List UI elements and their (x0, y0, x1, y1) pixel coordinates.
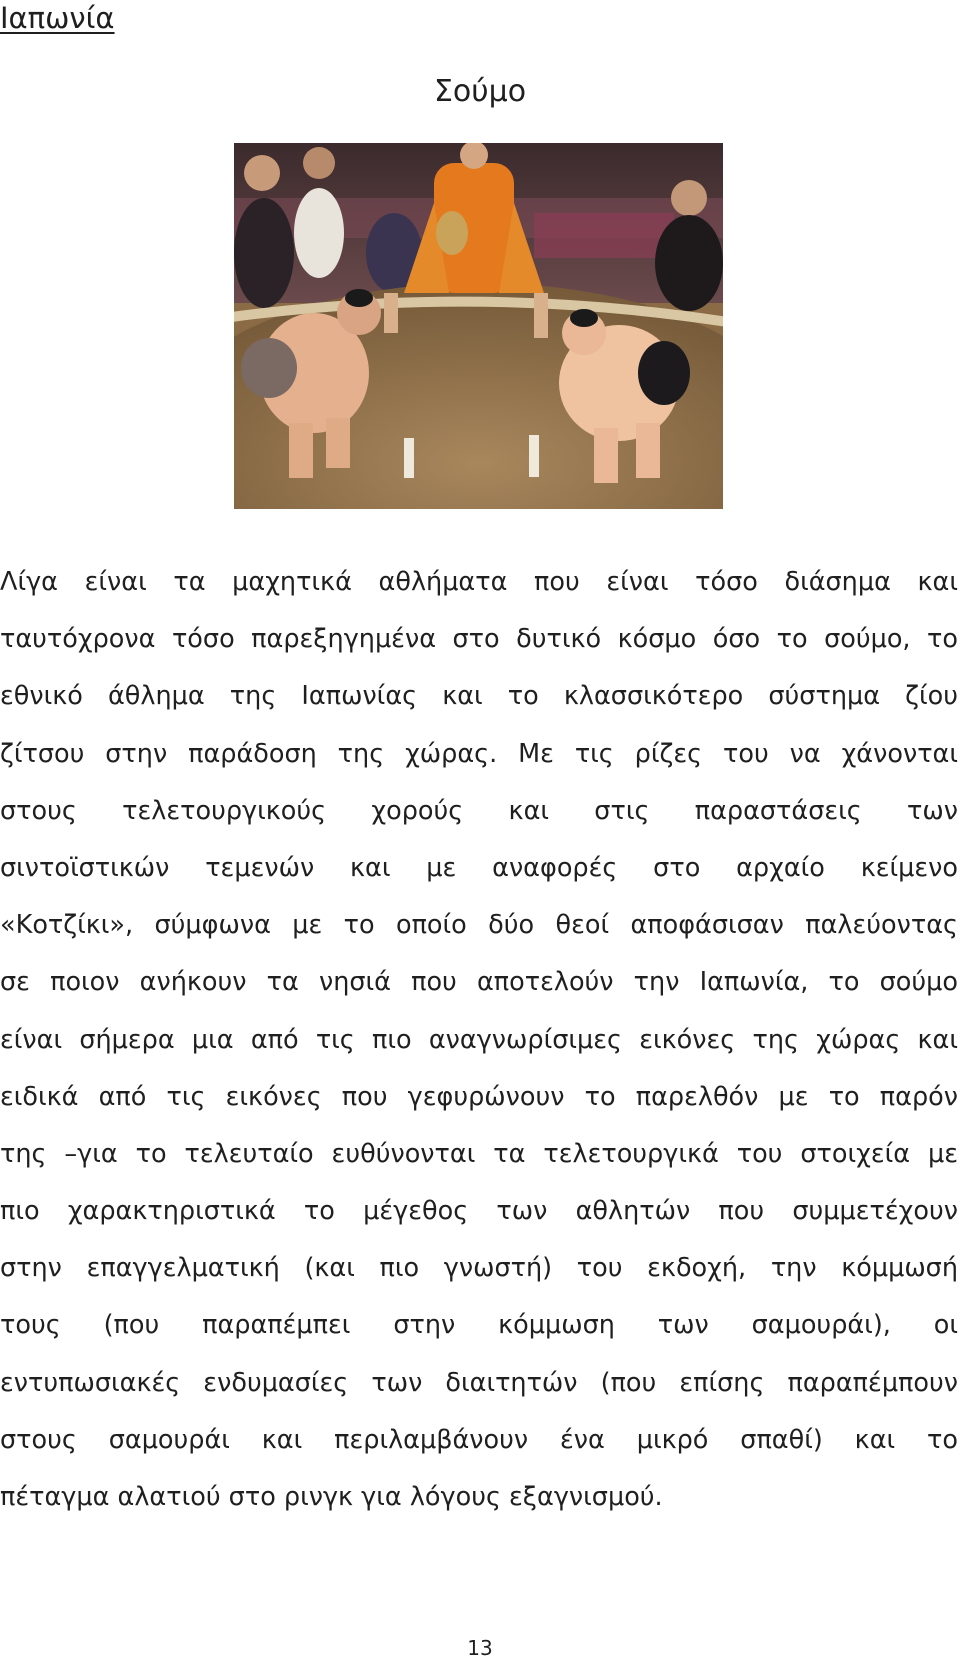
body-line: είναι σήμερα μια από τις πιο αναγνωρίσιμες εικόνες της χώρας και (0, 1024, 958, 1055)
body-line: στους σαμουράι και περιλαμβάνουν ένα μικρό σπαθί) και το (0, 1424, 958, 1455)
body-line: «Κοτζίκι», σύμφωνα με το οποίο δύο θεοί αποφάσισαν παλεύοντας (0, 910, 958, 941)
body-line: ειδικά από τις εικόνες που γεφυρώνουν το παρελθόν με το παρόν (0, 1081, 958, 1112)
body-line: πέταγμα αλατιού στο ρινγκ για λόγους εξαγνισμού. (0, 1482, 663, 1512)
body-line: ταυτόχρονα τόσο παρεξηγημένα στο δυτικό κόσμο όσο το σούμο, το (0, 624, 958, 655)
body-line: πιο χαρακτηριστικά το μέγεθος των αθλητών που συμμετέχουν (0, 1196, 958, 1227)
body-line: εντυπωσιακές ενδυμασίες των διαιτητών (που επίσης παραπέμπουν (0, 1367, 958, 1398)
body-line: σε ποιον ανήκουν τα νησιά που αποτελούν την Ιαπωνία, το σούμο (0, 967, 958, 998)
body-line: ζίτσου στην παράδοση της χώρας. Με τις ρίζες του να χάνονται (0, 738, 958, 769)
body-line: Λίγα είναι τα μαχητικά αθλήματα που είναι τόσο διάσημα και (0, 567, 958, 597)
article-body (0, 562, 958, 1534)
body-line: στους τελετουργικούς χορούς και στις παραστάσεις των (0, 795, 958, 826)
body-line: εθνικό άθλημα της Ιαπωνίας και το κλασσικότερο σύστημα ζίου (0, 681, 958, 712)
section-heading: Ιαπωνία (0, 1, 115, 35)
sumo-photo (234, 143, 723, 509)
body-line: της –για το τελευταίο ευθύνονται τα τελετουργικά του στοιχεία με (0, 1138, 958, 1169)
article-title: Σούμο (433, 74, 527, 109)
page-number: 13 (467, 1636, 493, 1660)
body-line: σιντοϊστικών τεμενών και με αναφορές στο αρχαίο κείμενο (0, 852, 958, 883)
body-line: τους (που παραπέμπει στην κόμμωση των σαμουράι), οι (0, 1310, 958, 1341)
body-line: στην επαγγελματική (και πιο γνωστή) του εκδοχή, την κόμμωσή (0, 1253, 958, 1284)
